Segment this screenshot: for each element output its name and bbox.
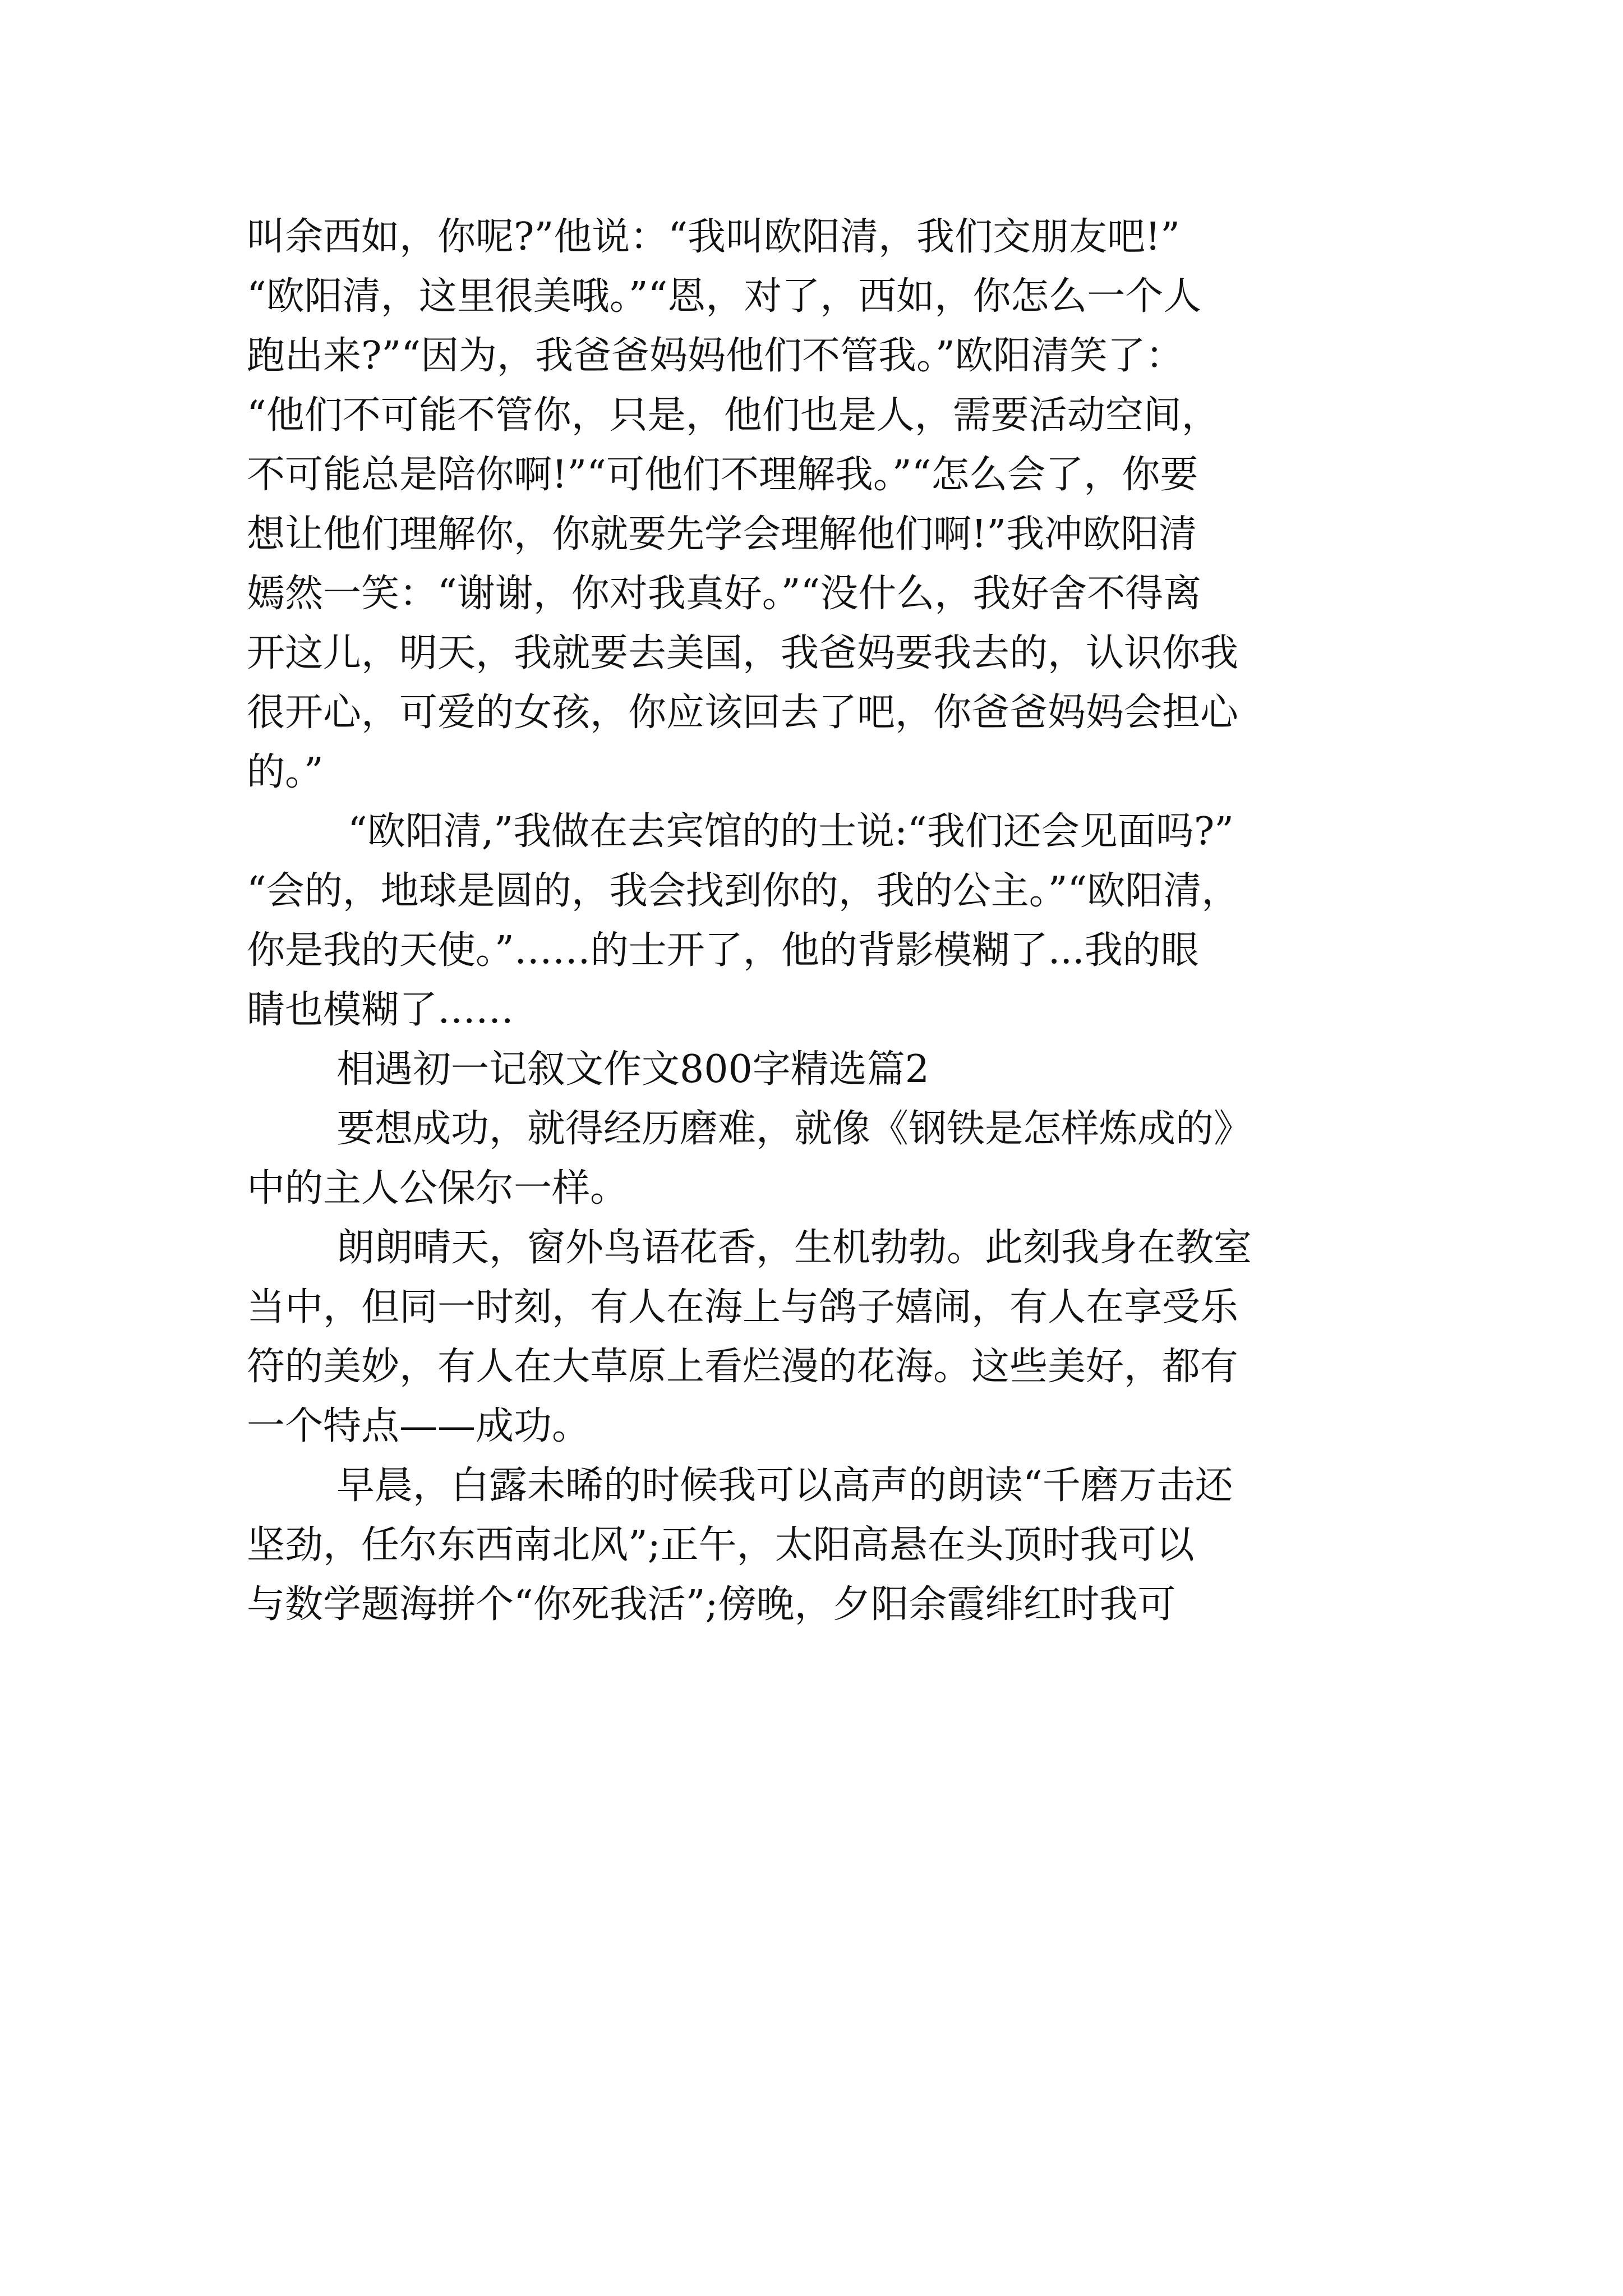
text-line: 跑出来?”“因为，我爸爸妈妈他们不管我。”欧阳清笑了： <box>247 334 1184 378</box>
text-line: “欧阳清，这里很美哦。”“恩，对了，西如，你怎么一个人 <box>247 274 1202 319</box>
text-line: 睛也模糊了…… <box>247 988 514 1032</box>
paragraph <box>247 1456 1391 1635</box>
text-line: “会的，地球是圆的，我会找到你的，我的公主。”“欧阳清， <box>247 869 1240 913</box>
paragraph <box>247 1099 1391 1218</box>
text-line: 的。” <box>247 750 324 794</box>
document-body <box>247 208 1391 1635</box>
section-heading <box>247 1040 1391 1099</box>
text-line: 当中，但同一时刻，有人在海上与鸽子嬉闹，有人在享受乐 <box>247 1285 1239 1329</box>
text-line: 很开心，可爱的女孩，你应该回去了吧，你爸爸妈妈会担心 <box>247 691 1239 735</box>
text-line: 朗朗晴天，窗外鸟语花香，生机勃勃。此刻我身在教室 <box>336 1226 1252 1270</box>
text-line: 嫣然一笑：“谢谢，你对我真好。”“没什么，我好舍不得离 <box>247 572 1202 616</box>
text-line: 早晨，白露未晞的时候我可以高声的朗读“千磨万击还 <box>336 1464 1233 1508</box>
text-line: 与数学题海拼个“你死我活”;傍晚，夕阳余霞绯红时我可 <box>247 1582 1176 1627</box>
text-line: 坚劲，任尔东西南北风”;正午，太阳高悬在头顶时我可以 <box>247 1523 1195 1567</box>
heading-line: 相遇初一记叙文作文800字精选篇2 <box>336 1047 930 1092</box>
text-line: 符的美妙，有人在大草原上看烂漫的花海。这些美好，都有 <box>247 1345 1239 1389</box>
text-line: 中的主人公保尔一样。 <box>247 1166 629 1211</box>
text-line: 叫余西如，你呢?”他说：“我叫欧阳清，我们交朋友吧!” <box>247 215 1181 259</box>
text-line: 一个特点——成功。 <box>247 1404 591 1448</box>
text-line: “欧阳清,”我做在去宾馆的的士说:“我们还会见面吗?” <box>348 809 1234 854</box>
text-line: 开这儿，明天，我就要去美国，我爸妈要我去的，认识你我 <box>247 631 1239 675</box>
paragraph <box>247 802 1391 1040</box>
paragraph <box>247 208 1391 802</box>
text-line: “他们不可能不管你，只是，他们也是人，需要活动空间， <box>247 393 1220 438</box>
text-line: 要想成功，就得经历磨难，就像《钢铁是怎样炼成的》 <box>336 1107 1252 1151</box>
text-line: 不可能总是陪你啊!”“可他们不理解我。”“怎么会了，你要 <box>247 453 1198 497</box>
paragraph <box>247 1218 1391 1456</box>
text-line: 想让他们理解你，你就要先学会理解他们啊!”我冲欧阳清 <box>247 512 1197 556</box>
text-line: 你是我的天使。”……的士开了，他的背影模糊了...我的眼 <box>247 928 1199 973</box>
